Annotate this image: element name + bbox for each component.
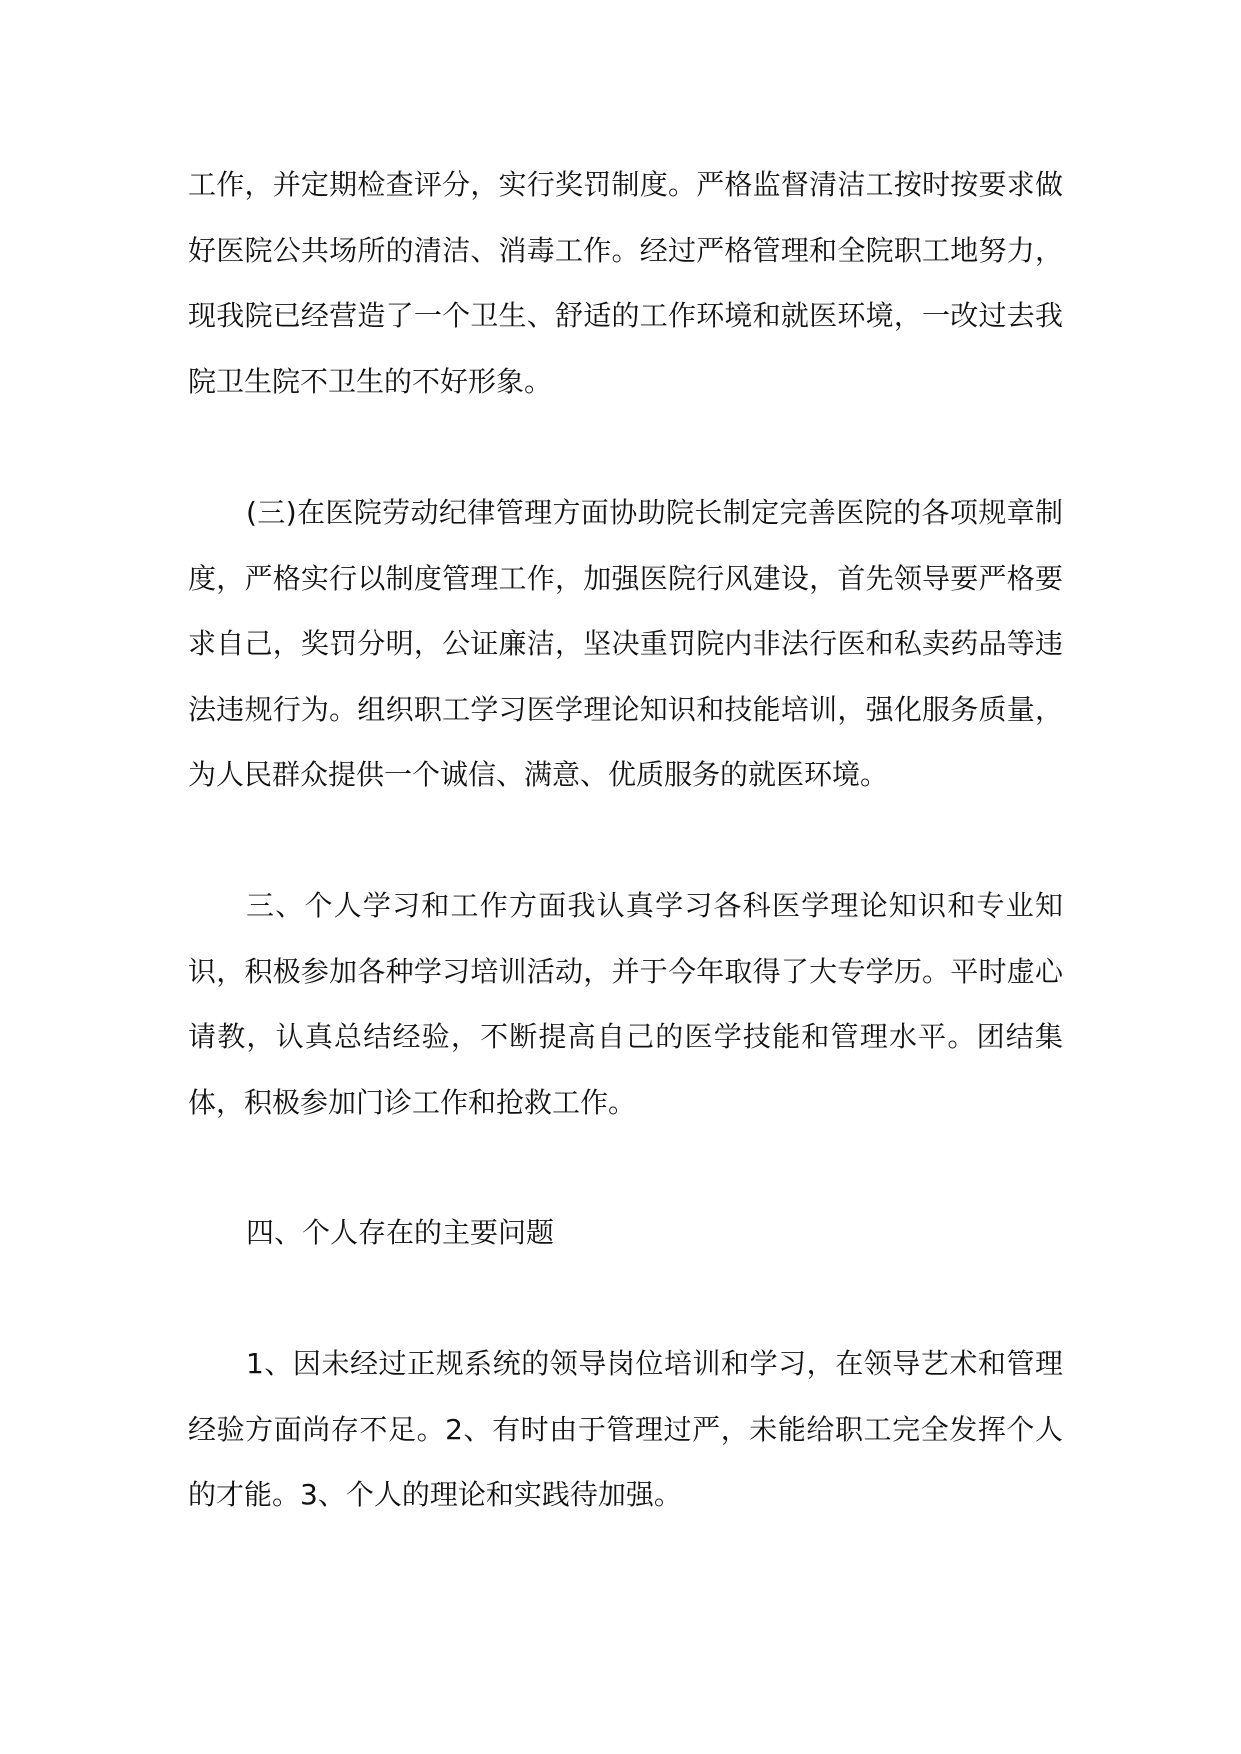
paragraph-problem-list: 1、因未经过正规系统的领导岗位培训和学习，在领导艺术和管理经验方面尚存不足。2、有时由于管理过严，未能给职工完全发挥个人的才能。3、个人的理论和实践待加强。 (188, 1347, 1063, 1511)
paragraph-continuation: 工作，并定期检查评分，实行奖罚制度。严格监督清洁工按时按要求做好医院公共场所的清洁、消毒工作。经过严格管理和全院职工地努力，现我院已经营造了一个卫生、舒适的工作环境和就医环境，一改过去我院卫生院不卫生的不好形象。 (188, 168, 1063, 398)
paragraph-discipline-management: (三)在医院劳动纪律管理方面协助院长制定完善医院的各项规章制度，严格实行以制度管理工作，加强医院行风建设，首先领导要严格要求自己，奖罚分明，公证廉洁，坚决重罚院内非法行医和私卖药品等违法违规行为。组织职工学习医学理论知识和技能培训，强化服务质量，为人民群众提供一个诚信、满意、优质服务的就医环境。 (188, 496, 1063, 791)
section-heading-main-problems: 四、个人存在的主要问题 (246, 1216, 555, 1249)
paragraph-personal-study: 三、个人学习和工作方面我认真学习各科医学理论知识和专业知识，积极参加各种学习培训活动，并于今年取得了大专学历。平时虚心请教，认真总结经验，不断提高自己的医学技能和管理水平。团结集体，积极参加门诊工作和抢救工作。 (188, 889, 1063, 1119)
